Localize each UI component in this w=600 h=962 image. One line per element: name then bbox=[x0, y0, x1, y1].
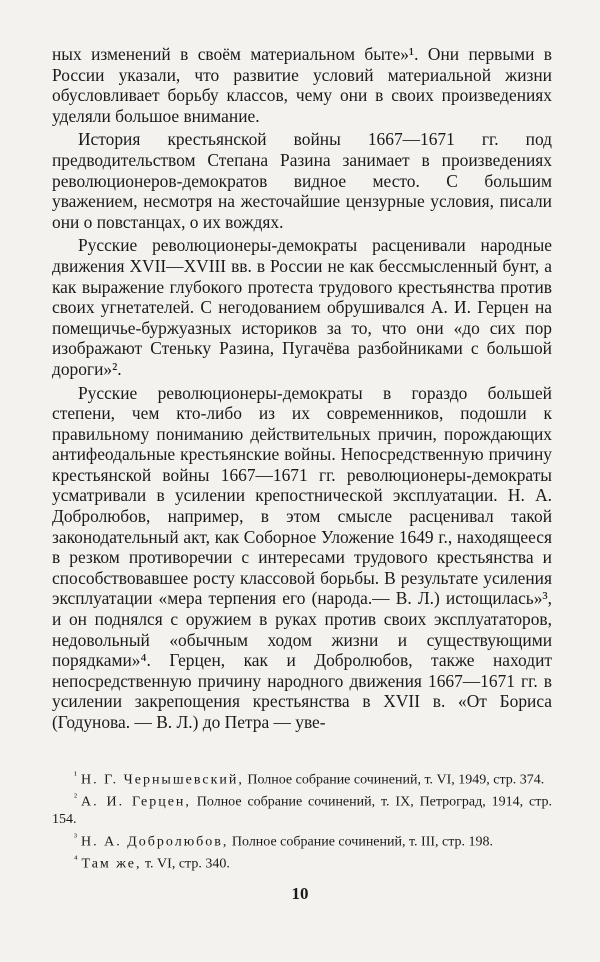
footnote-text: Полное собрание сочинений, т. III, стр. 198. bbox=[231, 834, 494, 850]
footnote-author: А. И. Герцен, bbox=[81, 795, 191, 811]
footnote-text: Полное собрание сочинений, т. VI, 1949, стр. 374. bbox=[247, 772, 545, 788]
footnote-author: Там же, bbox=[81, 856, 142, 872]
footnote-mark: ² bbox=[74, 792, 77, 804]
paragraph-2: История крестьянской войны 1667—1671 гг. под предводительством Степана Разина занимает в произведениях революционеров-демократов видное место. С большим уважением, несмотря на жесточайшие цензурные условия, писали они о повстанцах, о их вождях. bbox=[52, 129, 552, 232]
paragraph-3: Русские революционеры-демократы расценивали народные движения XVII—XVIII вв. в России не как бессмысленный бунт, а как выражение глубокого протеста трудового крестьянства против своих угнетателей. С негодованием обрушивался А. И. Герцен на помещичье-буржуазных историков за то, что они «до сих пор изображают Стеньку Разина, Пугачёва разбойниками с большой дороги»². bbox=[52, 235, 552, 379]
paragraph-4: Русские революционеры-демократы в гораздо большей степени, чем кто-либо из их современников, подошли к правильному пониманию действительных причин, порождающих антифеодальные крестьянские войны. Непосредственную причину крестьянской войны 1667—1671 гг. революционеры-демократы усматривали в усилении крепостнической эксплуатации. Н. А. Добролюбов, например, в этом смысле расценивал такой законодательный акт, как Соборное Уложение 1649 г., находящееся в резком противоречии с интересами трудового крестьянства и способствовавшее росту классовой борьбы. В результате усиления эксплуатации «мера терпения его (народа.— В. Л.) истощилась»³, и он поднялся с оружием в руках против своих эксплуататоров, недовольный «обычным ходом жизни и существующими порядками»⁴. Герцен, как и Добролюбов, также находит непосредственную причину народного движения 1667—1671 гг. в усилении закрепощения крестьянства в XVII в. «От Бориса (Годунова. — В. Л.) до Петра — уве- bbox=[52, 382, 552, 732]
footnote-text: Полное собрание сочинений, т. IX, Петроград, 1914, стр. 154. bbox=[52, 795, 553, 827]
footnote-author: Н. А. Добролюбов, bbox=[81, 834, 229, 850]
footnote-mark: ³ bbox=[74, 831, 77, 843]
main-text bbox=[52, 44, 552, 733]
footnote-3 bbox=[52, 830, 552, 851]
paragraph-1: ных изменений в своём материальном быте»¹. Они первыми в России указали, что развитие условий материальной жизни обусловливает борьбу классов, чему они в своих произведениях уделяли большое внимание. bbox=[52, 44, 552, 126]
footnotes bbox=[52, 768, 552, 875]
page-number: 10 bbox=[291, 884, 309, 903]
footnote-4 bbox=[52, 852, 552, 873]
footnote-2 bbox=[52, 790, 552, 828]
footnote-mark: ¹ bbox=[74, 770, 77, 781]
footnote-text: т. VI, стр. 340. bbox=[144, 856, 230, 872]
footnote-mark: ⁴ bbox=[74, 854, 78, 866]
footnote-author: Н. Г. Чернышевский, bbox=[81, 772, 244, 788]
footnote-1 bbox=[52, 768, 552, 789]
